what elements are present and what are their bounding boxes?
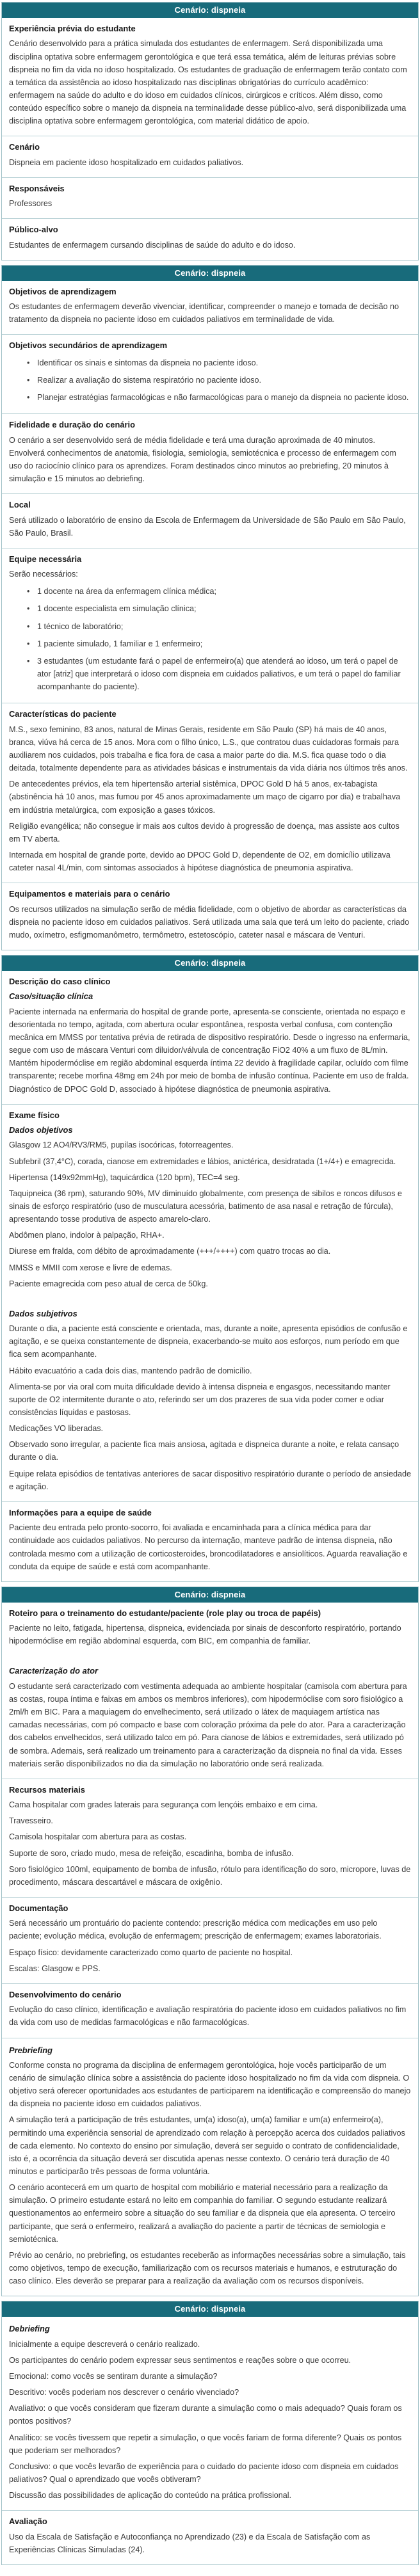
bullet-text: Identificar os sinais e sintomas da dispneia no paciente idoso. — [37, 358, 259, 367]
bullet-text: 1 docente na área da enfermagem clínica médica; — [37, 587, 217, 596]
paragraph: Serão necessários: — [9, 570, 78, 579]
table-row — [2, 1779, 418, 1897]
bullet-text: Realizar a avaliação do sistema respiratório no paciente idoso. — [37, 375, 262, 385]
table-row — [2, 334, 418, 413]
section-title: Responsáveis — [9, 183, 65, 193]
paragraph: Uso da Escala de Satisfação e Autoconfiança no Aprendizado (23) e da Escala de Satisfação com as Experiências Clínicas Simuladas (24). — [9, 2532, 371, 2554]
bullet-list — [9, 356, 411, 404]
section-subtitle: Dados objetivos — [9, 1125, 73, 1135]
section-title: Recursos materiais — [9, 1784, 85, 1795]
table-header: Cenário: dispneia — [2, 1587, 418, 1603]
bullet-item — [27, 620, 411, 633]
paragraph: Os estudantes de enfermagem deverão vivenciar, identificar, compreender o manejo e tomada de decisão no tratamento da dispneia no paciente idoso em cuidados paliativos em terminalidade de vida. — [9, 302, 400, 324]
section-title: Descrição do caso clínico — [9, 977, 111, 986]
paragraph: Espaço físico: devidamente caracterizado como quarto de paciente no hospital. — [9, 1948, 293, 1957]
section-title: Documentação — [9, 1903, 69, 1913]
bullet-icon: • — [27, 621, 30, 631]
table-row — [2, 1501, 418, 1581]
bullet-item — [27, 655, 411, 693]
paragraph: Paciente no leito, fatigada, hipertensa, dispneica, evidenciada por sinais de desconforto respiratório, portando hipodermóclise em região abdominal esquerda, com BIC, em companhia de familiar. — [9, 1624, 401, 1646]
paragraph: Conclusivo: o que vocês levarão de experiência para o cuidado do paciente idoso com dispneia em cuidados paliativos? Qual o aprendizado que vocês obtiveram? — [9, 2461, 399, 2484]
section-subtitle: Dados subjetivos — [9, 1308, 77, 1318]
table-row — [2, 971, 418, 1104]
section-title: Avaliação — [9, 2516, 47, 2527]
section-title: Características do paciente — [9, 709, 117, 719]
paragraph: Travesseiro. — [9, 1816, 53, 1826]
paragraph: O cenário a ser desenvolvido será de média fidelidade e terá uma duração aproximada de 40 minutos. Envolverá conhecimentos de anatomia, fisiologia, semiologia, semiotécnica e processo de enfermagem com uso do raciocínio clínico para os aprendizes. Foram destinados cinco minutos ao prebriefing, 20 minutos à simulação e 15 minutos ao debriefing. — [9, 435, 396, 484]
table-row — [2, 281, 418, 335]
paragraph: Evolução do caso clínico, identificação e avaliação respiratória do paciente idoso em cuidados paliativos no fim da vida com uso de medidas farmacológicas e não farmacológicas. — [9, 2005, 407, 2028]
bullet-text: Planejar estratégias farmacológicas e não farmacológicas para o manejo da dispneia no paciente idoso. — [37, 393, 409, 403]
section-subtitle: Caracterização do ator — [9, 1666, 98, 1676]
paragraph: Analítico: se vocês tivessem que repetir a simulação, o que vocês fariam de forma diferente? Quais os pontos que poderiam ser melhorados? — [9, 2433, 402, 2455]
bullet-icon: • — [27, 393, 30, 403]
section-subtitle: Prebriefing — [9, 2045, 53, 2055]
bullet-icon: • — [27, 375, 30, 385]
paragraph: Emocional: como vocês se sentiram durante a simulação? — [9, 2371, 218, 2381]
paragraph: Escalas: Glasgow e PPS. — [9, 1964, 101, 1973]
paragraph: Prévio ao cenário, no prebriefing, os estudantes receberão as informações necessárias sobre a simulação, tais como objetivos, tempo de execução, familiarização com os recursos materiais e humanos, e estruturação do caso clínico. Eles deverão se preparar para a realização da avaliação com os recursos disponíveis. — [9, 2250, 406, 2286]
table-row — [2, 548, 418, 703]
bullet-item — [27, 602, 411, 615]
table-header: Cenário: dispneia — [2, 3, 418, 18]
paragraph: Internada em hospital de grande porte, devido ao DPOC Gold D, dependente de O2, em domicílio utilizava cateter nasal 4L/min, com sintomas associados à hipótese diagnóstica de pneumonia aspirativa. — [9, 850, 391, 873]
paragraph: Religião evangélica; não consegue ir mais aos cultos devido à progressão de doença, mas assiste aos cultos em TV aberta. — [9, 821, 400, 844]
section-subtitle: Debriefing — [9, 2324, 50, 2334]
paragraph: Avaliativo: o que vocês consideram que fizeram durante a simulação como o mais adequado? Quais foram os pontos positivos? — [9, 2404, 402, 2426]
paragraph: Soro fisiológico 100ml, equipamento de bomba de infusão, rótulo para identificação do soro, micropore, luvas de procedimento, máscara descartável e máscara de oxigênio. — [9, 1864, 411, 1887]
paragraph: Subfebril (37,4°C), corada, cianose em extremidades e lábios, anictérica, desidratada (1+/4+) e emagrecida. — [9, 1156, 396, 1166]
paragraph: Taquipneica (36 rpm), saturando 90%, MV diminuído globalmente, com presença de sibilos e roncos difusos e sinais de esforço respiratório (uso de musculatura acessória, batimento de asa nasal e retração de fúrcula), apresentando tosse produtiva de aspecto amarelo-claro. — [9, 1188, 402, 1224]
section-title: Experiência prévia do estudante — [9, 24, 136, 33]
table-row — [2, 493, 418, 548]
paragraph: Suporte de soro, criado mudo, mesa de refeição, escadinha, bomba de infusão. — [9, 1848, 294, 1858]
table-header: Cenário: dispneia — [2, 2301, 418, 2317]
paragraph: Conforme consta no programa da disciplina de enfermagem gerontológica, hoje vocês participarão de um cenário de simulação clínica sobre a assistência do paciente idoso hospitalizado no fim da vida com dispneia. O objetivo será oferecer oportunidades aos estudantes de participarem na identificação e compreensão do manejo da dispneia no paciente idoso em cuidados paliativos. — [9, 2060, 411, 2109]
paragraph: Dispneia em paciente idoso hospitalizado em cuidados paliativos. — [9, 157, 244, 167]
bullet-icon: • — [27, 604, 30, 614]
scenario-table — [1, 265, 419, 950]
paragraph: Glasgow 12 AO4/RV3/RM5, pupilas isocóricas, fotorreagentes. — [9, 1140, 234, 1150]
paragraph: Observado sono irregular, a paciente fica mais ansiosa, agitada e dispneica durante a noite, e relata cansaço durante o dia. — [9, 1440, 400, 1462]
paragraph: Discussão das possibilidades de aplicação do conteúdo na prática profissional. — [9, 2491, 292, 2500]
table-header: Cenário: dispneia — [2, 266, 418, 281]
bullet-list — [9, 585, 411, 693]
section-title: Objetivos secundários de aprendizagem — [9, 340, 168, 351]
bullet-icon: • — [27, 587, 30, 596]
table-row — [2, 413, 418, 493]
bullet-item — [27, 391, 411, 404]
paragraph: Paciente deu entrada pelo pronto-socorro, foi avaliada e encaminhada para a clínica médica para dar continuidade aos cuidados paliativos. No percurso da internação, manteve padrão de intensa dispneia, não controlada mesmo com a utilização de corticosteroides, broncodilatadores e ansiolíticos. Aguarda reavaliação e conduta da equipe de saúde e está com acompanhante. — [9, 1523, 408, 1571]
bullet-icon: • — [27, 358, 30, 367]
table-row — [2, 177, 418, 219]
paragraph: Diurese em fralda, com débito de aproximadamente (+++/++++) com quatro trocas ao dia. — [9, 1247, 331, 1256]
paragraph: M.S., sexo feminino, 83 anos, natural de Minas Gerais, residente em São Paulo (SP) há mais de 40 anos, branca, viúva há cerca de 15 anos. Mora com o filho único, L.S., que contratou duas cuidadoras formais para auxiliarem nos cuidados, pois trabalha e fica fora de casa a maior parte do dia. M.S. fica quase todo o dia deitada, totalmente dependente para as atividades básicas e instrumentais da vida diária nos últimos três anos. — [9, 724, 408, 773]
table-row — [2, 2510, 418, 2564]
table-row — [2, 1603, 418, 1779]
section-title: Público-alvo — [9, 225, 58, 235]
line-spacer — [9, 1651, 411, 1662]
paragraph: Será utilizado o laboratório de ensino da Escola de Enfermagem da Universidade de São Paulo em São Paulo, São Paulo, Brasil. — [9, 515, 406, 538]
paragraph: Descritivo: vocês poderiam nos descrever o cenário vivenciado? — [9, 2388, 239, 2397]
bullet-item — [27, 637, 411, 650]
paragraph: Os recursos utilizados na simulação serão de média fidelidade, com o objetivo de abordar as características da dispneia no paciente idoso em cuidados paliativos. Será utilizada uma sala que terá um leito do paciente, criado mudo, oxímetro, esfigmomanômetro, termômetro, estetoscópio, cateter nasal e máscara de Venturi. — [9, 904, 410, 940]
section-title: Equipe necessária — [9, 554, 82, 564]
paragraph: O cenário acontecerá em um quarto de hospital com mobiliário e material necessário para a realização da simulação. O primeiro estudante estará no leito em companhia do familiar. O segundo estudante realizará questionamentos ao enfermeiro sobre a situação do seu familiar e da dispneia que ela apresenta. O terceiro participante, que será o enfermeiro, realizará a avaliação do paciente a partir de técnicas de semiologia e semiotécnica. — [9, 2183, 396, 2244]
section-title: Roteiro para o treinamento do estudante/paciente (role play ou troca de papéis) — [9, 1608, 321, 1618]
paragraph: Durante o dia, a paciente está consciente e orientada, mas, durante a noite, apresenta episódios de confusão e agitação, e se queixa constantemente de dispneia, exacerbando-se muito aos esforços, num período em que fica sem acompanhante. — [9, 1324, 408, 1359]
paragraph: Será necessário um prontuário do paciente contendo: prescrição médica com medicações em uso pelo paciente; evolução médica, evolução de enfermagem; prescrição de enfermagem; exames laboratoriais. — [9, 1919, 382, 1941]
section-title: Cenário — [9, 142, 40, 152]
bullet-item — [27, 374, 411, 387]
paragraph: Cenário desenvolvido para a prática simulada dos estudantes de enfermagem. Será disponibilizada uma disciplina optativa sobre enfermagem gerontológica e que terá essa temática, além de leituras prévias sobre dispneia no fim da vida no idoso hospitalizado. Os estudantes de graduação de enfermagem terão contato com a temática da assistência ao idoso hospitalizado nas disciplinas obrigatórias do currículo acadêmico: enfermagem na saúde do adulto e do idoso em cuidados clínicos, cirúrgicos e críticos. Além disso, como conteúdo específico sobre o manejo da dispneia na terminalidade desse público-alvo, será disponibilizada uma disciplina optativa sobre enfermagem gerontológica, com material didático de apoio. — [9, 39, 407, 126]
paragraph: Os participantes do cenário podem expressar seus sentimentos e reações sobre o que ocorreu. — [9, 2355, 351, 2365]
paragraph: Camisola hospitalar com abertura para as costas. — [9, 1832, 187, 1842]
paragraph: Abdômen plano, indolor à palpação, RHA+. — [9, 1231, 165, 1240]
scenario-table — [1, 2, 419, 260]
section-title: Equipamentos e materiais para o cenário — [9, 889, 170, 899]
paragraph: A simulação terá a participação de três estudantes, um(a) idoso(a), um(a) familiar e um(a) enfermeiro(a), permitindo uma experiência sensorial de aprendizado com relação à percepção acerca dos cuidados paliativos de cada elemento. No contexto do ensino por simulação, deverá ser seguido o contrato de confidencialidade, isto é, a ocorrência da situação deverá ser discutida apenas nesse contexto. O cenário terá duração de 40 minutos e participarão três pessoas de forma voluntária. — [9, 2115, 405, 2177]
table-row — [2, 18, 418, 136]
bullet-text: 1 técnico de laboratório; — [37, 621, 124, 631]
section-title: Fidelidade e duração do cenário — [9, 420, 135, 430]
table-row — [2, 136, 418, 177]
bullet-text: 3 estudantes (um estudante fará o papel de enfermeiro(a) que atenderá ao idoso, um terá o papel de ator [atriz] que interpretará o idoso com dispneia em cuidados paliativos, e um terá o papel do familiar acompanhante do paciente). — [37, 656, 401, 692]
bullet-text: 1 docente especialista em simulação clínica; — [37, 604, 197, 614]
section-subtitle: Caso/situação clínica — [9, 991, 93, 1002]
line-spacer — [9, 1293, 411, 1305]
table-row — [2, 1104, 418, 1501]
paragraph: MMSS e MMII com xerose e livre de edemas. — [9, 1263, 172, 1272]
table-row — [2, 1983, 418, 2038]
scenario-table — [1, 2301, 419, 2565]
paragraph: Inicialmente a equipe descreverá o cenário realizado. — [9, 2339, 200, 2349]
section-title: Local — [9, 500, 31, 510]
paragraph: De antecedentes prévios, ela tem hipertensão arterial sistêmica, DPOC Gold D há 5 anos, ex-tabagista (abstinência há 10 anos, mas fumou por 45 anos aproximadamente um maço de cigarro por dia) e trabalhava em indústria metalúrgica, com exposição a gases tóxicos. — [9, 780, 401, 815]
bullet-text: 1 paciente simulado, 1 familiar e 1 enfermeiro; — [37, 639, 203, 648]
table-row — [2, 883, 418, 950]
paragraph: Hipertensa (149x92mmHg), taquicárdica (120 bpm), TEC=4 seg. — [9, 1172, 240, 1182]
scenario-table — [1, 1587, 419, 2297]
table-header: Cenário: dispneia — [2, 956, 418, 971]
paragraph: Paciente emagrecida com peso atual de cerca de 50kg. — [9, 1279, 208, 1288]
paragraph: O estudante será caracterizado com vestimenta adequada ao ambiente hospitalar (camisola com abertura para as costas, roupa íntima e faixas em ambos os membros inferiores), com hipodermóclise com soro fisiológico a 2ml/h em BIC. Para a maquiagem do envelhecimento, será utilizado o látex de maquiagem artística nas camadas necessárias, com pó compacto e base com coloração próxima da pele do ator. Para a caracterização dos cabelos envelhecidos, será utilizado talco em pó. Para cianose de lábios e extremidades, será utilizado pó de sombra. Ademais, será realizado um treinamento para a caracterização da dispneia no final da vida. Esses materiais serão disponibilizados no dia da simulação no laboratório onde será realizada. — [9, 1681, 407, 1768]
section-title: Informações para a equipe de saúde — [9, 1507, 152, 1517]
bullet-icon: • — [27, 656, 30, 666]
table-row — [2, 218, 418, 260]
paragraph: Medicações VO liberadas. — [9, 1424, 103, 1434]
bullet-item — [27, 585, 411, 598]
scenario-table — [1, 955, 419, 1582]
section-title: Objetivos de aprendizagem — [9, 286, 117, 296]
paragraph: Hábito evacuatório a cada dois dias, mantendo padrão de domicílio. — [9, 1366, 252, 1375]
paragraph: Cama hospitalar com grades laterais para segurança com lençóis embaixo e em cima. — [9, 1800, 318, 1810]
paragraph: Alimenta-se por via oral com muita dificuldade devido à intensa dispneia e engasgos, necessitando manter suporte de O2 intermitente durante o ato, referindo ser um dos prazeres de sua vida poder comer e odiar consistências líquidas e pastosas. — [9, 1382, 391, 1418]
paragraph: Estudantes de enfermagem cursando disciplinas de saúde do adulto e do idoso. — [9, 240, 296, 250]
table-row — [2, 2317, 418, 2510]
bullet-icon: • — [27, 639, 30, 648]
section-title: Exame físico — [9, 1110, 60, 1120]
table-row — [2, 703, 418, 883]
paragraph: Paciente internada na enfermaria do hospital de grande porte, apresenta-se consciente, orientada no espaço e desorientada no tempo, agitada, com abertura ocular espontânea, resposta verbal confusa, com contenção mecânica em MMSS por tentativa prévia de retirada de dispositivo respiratório. Desde o ingresso na enfermaria, segue com uso de máscara Venturi com diluidor/válvula de concentração FiO2 40% a um fluxo de 8L/min. Mantém hipodermóclise em região abdominal esquerda íntima 22 devido à fragilidade capilar, ocluído com filme transparente; recebe morfina 48mg em 24h por meio de bomba de infusão contínua. Paciente em uso de fralda. Diagnóstico de DPOC Gold D, associado à hipótese diagnóstica de pneumonia aspirativa. — [9, 1007, 410, 1094]
section-title: Desenvolvimento do cenário — [9, 1989, 122, 1999]
table-row — [2, 1897, 418, 1983]
paragraph: Equipe relata episódios de tentativas anteriores de sacar dispositivo respiratório durante o período de ansiedade e agitação. — [9, 1469, 411, 1491]
bullet-item — [27, 356, 411, 369]
paragraph: Professores — [9, 199, 52, 209]
table-row — [2, 2038, 418, 2296]
